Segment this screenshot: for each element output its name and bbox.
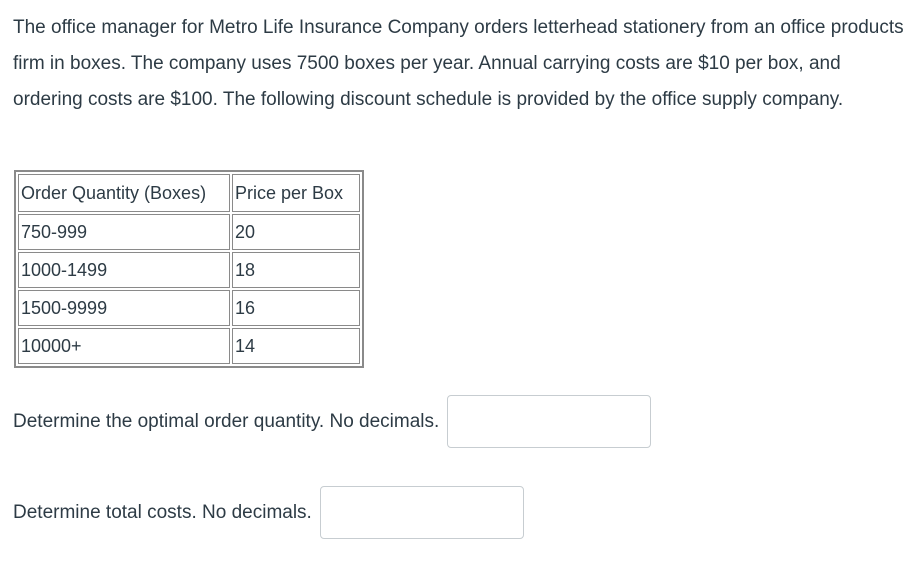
total-costs-input[interactable]	[320, 486, 524, 539]
table-row	[18, 214, 360, 250]
table-row	[18, 290, 360, 326]
optimal-order-quantity-input[interactable]	[447, 395, 651, 448]
question-total-costs	[13, 486, 524, 539]
price-cell: 14	[232, 328, 360, 364]
question-label: Determine the optimal order quantity. No decimals.	[13, 410, 440, 432]
column-header-order-quantity: Order Quantity (Boxes)	[18, 174, 230, 212]
discount-schedule-table	[14, 170, 364, 368]
column-header-price-per-box: Price per Box	[232, 174, 360, 212]
order-quantity-cell: 750-999	[18, 214, 230, 250]
table-row	[18, 328, 360, 364]
question-optimal-order-quantity	[13, 395, 651, 448]
problem-statement: The office manager for Metro Life Insurance Company orders letterhead stationery from an office products firm in boxes. The company uses 7500 boxes per year. Annual carrying costs are $10 per box, and ordering costs are $100. The following discount schedule is provided by the office supply company.	[13, 17, 904, 110]
order-quantity-cell: 10000+	[18, 328, 230, 364]
table-row	[18, 252, 360, 288]
question-label: Determine total costs. No decimals.	[13, 501, 312, 523]
order-quantity-cell: 1000-1499	[18, 252, 230, 288]
price-cell: 16	[232, 290, 360, 326]
price-cell: 18	[232, 252, 360, 288]
order-quantity-cell: 1500-9999	[18, 290, 230, 326]
price-cell: 20	[232, 214, 360, 250]
table-header-row	[18, 174, 360, 212]
